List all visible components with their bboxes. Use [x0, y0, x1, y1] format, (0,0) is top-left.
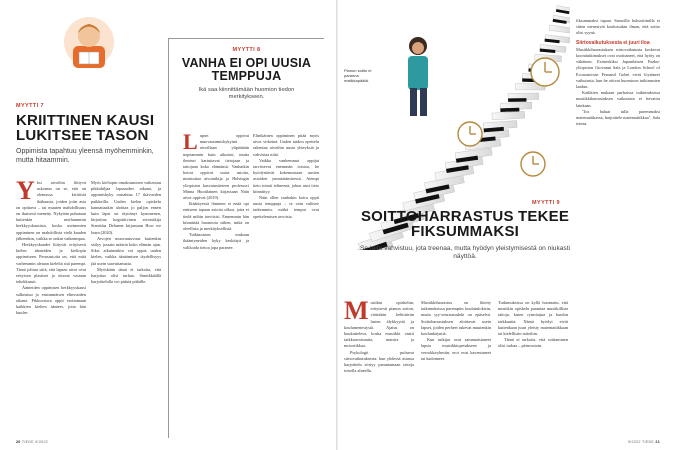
- paragraph: Näin ollen vanhakin koira oppii uusia temppuja – se vain valitsee tarkemmin, mitkä temput ovat opettelemisen arvoisia.: [253, 195, 319, 219]
- paragraph: fiksummaksi tapaat. Samoilla hoksottimilla ei sitten menestytä koulussakin ilman, että soitto olisi syynä.: [576, 18, 660, 36]
- paragraph: Myöskään tämä ei tarkoita, että harjoitus olisi turhaa. Sinnikkäällä harjoittelulla voi päästä pitkälle.: [91, 266, 161, 285]
- paragraph: Tutkimuksissa on kyllä huomattu, että musiikin opiskelu parantaa musiikillisia taitoja, kuten rytmitajua ja kuulon tarkkuutta. Nämä hyödyt eivät kuitenkaan juuri yleisty matematiikkaan tai kielellisiin taitoihin.: [498, 300, 568, 337]
- myth-8-dropcap: L: [183, 129, 198, 154]
- paragraph: Kaikkien mukaan parhaissa tutkimuksissa musiikkiharrastuksen vaikutusta ei havaittu lainkaan.: [576, 90, 660, 108]
- paragraph: apset oppivat muovautumiskykyinä aivoillaan ylipäätään nopeammin kuin aikuiset, mutta ihmiset kartuttavat tietojaan ja taitojaan koko elämänsä. Vanhatkin koirat oppivat uusia asioita, muistuttaa aivotutkija ja Helsingin yliopiston kasvatustieteen professori Minna Huotilainen kirjassaan Näin aivot oppivat (2019).: [183, 133, 249, 201]
- myth-8-headline: VANHA EI OPI UUSIA TEMPPUJA: [181, 56, 312, 83]
- myth-9-dropcap: M: [344, 296, 369, 325]
- right-magazine-name: TIEDE: [641, 440, 655, 444]
- paragraph: Elinikäinen oppiminen pitää myös aivot virkeinä. Uuden taidon opettelu rakentaa aivoihin uusia yhteyksiä ja vahvistaa niitä.: [253, 133, 319, 157]
- myth-8-kicker: MYYTTI 8: [232, 47, 261, 53]
- myth-9-headline: SOITTOHARRASTUS TEKEE FIKSUMMAKSI: [360, 208, 570, 240]
- right-issue: 9/2022: [627, 440, 641, 444]
- paragraph: Musiikkiharrastuksen siirtovaikutusta koskevat koonttutkimukset ovat osoittaneet, että hyöty on vähäinen. Esimerkiksi Japanilaisen Fuzhu-yliopiston Giovanni Sala ja London School of Economicsin Fernand Gobet eivät löytäneet vaikutusta, kun he ottivat huomioon tutkimusten laadun.: [576, 46, 660, 90]
- child-portrait-image: [63, 14, 115, 70]
- myth-7-kicker: MYYTTI 7: [16, 103, 44, 109]
- side-subheading: Siirtovaikutuksesta ei juuri iloa: [576, 39, 650, 46]
- paragraph: "Jos haluat tulla paremmaksi matematiikassa, harjoittele matematiikkaa", Sala toteaa.: [576, 108, 660, 127]
- paragraph: Tämä ei tarkoita, että soittaminen olisi turhaa – päinvastoin.: [498, 337, 568, 349]
- myth-9-lede: Se taito vahvistuu, jota treenaa, mutta hyödyn yleistymisestä on niukasti näyttöä.: [360, 245, 571, 261]
- myth-9-kicker: MYYTTI 9: [532, 200, 560, 206]
- paragraph: Herkkyyskaudet liittyvät erityisesti kielen äänteiden ja kieliopin oppimiseen. Perusasioita on, että mitä varhemmin aletaan kieleltä sitä parempi. Tämä johtuu siitä, että lapsen aivot ovat erityisen plastiset ja ottavat vastaan tehokkaasti.: [16, 242, 86, 285]
- left-issue: 9/2022: [35, 440, 49, 444]
- myth-9-column-2: [421, 300, 491, 362]
- paragraph: usiikin opiskelun, erityisesti pianon soiton, väitetään kehittävän lasten älykkyyttä ja koulumenestystä. Ajatus on houkutteleva, koska musiikki vaatii tarkkaavaisuutta, muistia ja motoriikkaa.: [344, 300, 414, 349]
- myth-7-headline: KRIITTINEN KAUSI LUKITSEE TASON: [16, 112, 155, 144]
- paragraph: Kun tutkijat ovat satunnaistaneet lapsia musiikkiopetukseen ja verrokkiryhmiin, erot ovat kaventuneet tai kadonneet.: [421, 337, 491, 361]
- article-myth-7-illustration: [16, 14, 161, 76]
- myth-7-column-1: [16, 176, 86, 316]
- paragraph: Ikääntyessä ihminen ei enää opi entiseen tapaan asioita ulkoa, joita ei tiedä mihin tarvitsisi. Ennemmin hän kiinnittää huomiota siihen, mikä on oleellista ja merkityksellistä.: [183, 201, 249, 232]
- myth-7-dropcap: Y: [16, 176, 35, 205]
- myth-9-column-1: [344, 296, 414, 374]
- paragraph: Myös kieliopin omaksuminen vaikeutuu pikkuhiljaa lapsuuden aikana, ja oppimiskyky romahtaa 17 ikävuoden paikkeilla. Uuden kielen opiskelu kannattaakin aloittaa jo paljon ennen kuin lapsi on täyttänyt kymmenen, kirjoittaa kognitiivinen aivotutkija Stanislas Dehaene kirjassaan How we learn (2020).: [91, 180, 161, 235]
- person-figure-image: [408, 37, 428, 116]
- photo-caption: Pianon soitto ei paranna matikkapäätä.: [344, 68, 372, 83]
- clock-icon: [531, 58, 559, 86]
- myth-9-side-column: [576, 18, 660, 127]
- clock-icon: [458, 122, 482, 146]
- article-myth-7-header: [16, 103, 161, 166]
- page-gutter: [336, 0, 338, 450]
- right-page-number: 21: [655, 440, 660, 444]
- myth-8-lede: Ikä saa kiinnittämään huomion tiedon merkitykseen.: [198, 87, 295, 101]
- paragraph: Tutkimusten mukaan ikääntyneiden kyky keskittyä ja valikoida tietoa jopa paranee.: [183, 232, 249, 250]
- paragraph: Musiikkiharrastus on liitetty tutkimuksissa parempiin koulutuloksiin, mutta syy-seuraussuhde on epäselvä. Soittoharrastuksen aloittavat usein lapset, joiden perheet tukevat muutenkin koulunkäyntiä.: [421, 300, 491, 337]
- myth-8-column-1: [183, 129, 249, 251]
- myth-9-column-3: [498, 300, 568, 350]
- article-myth-9-header: [360, 200, 570, 261]
- article-myth-8-header: [169, 39, 324, 101]
- clock-icon: [521, 152, 545, 176]
- right-page-footer: [628, 440, 660, 444]
- paragraph: ksi aivoihin liittyvä uskomus on se, että on olemassa kriittisiä ikäkausia, joiden jotin asia on opittava – tai muuten mahdollisuus on ikuisesti menetty. Nykyään puhutaan kuitenkin mieluummin herkkyyskausista, koska useimmien oppiminen on mahdollista vielä kauden jälkeenkin, vaikka se onkin vaikeampaa.: [16, 180, 86, 241]
- left-magazine-name: TIEDE: [21, 440, 34, 444]
- paragraph: Vaikka vanhemmat oppijat tarvitsevat enemmän toistoa, he hyödyntävät kokemustaan uusien asioiden ymmärtämisessä. Aiempi tieto toimii telineenä, johon uusi tieto kiinnittyy.: [253, 157, 319, 194]
- myth-7-lede: Oppimista tapahtuu yleensä myöhemminkin, mutta hitaammin.: [16, 148, 154, 164]
- paragraph: Aivojen muovautuvuus kuitenkin säilyy jossain määrin koko elämän ajan. Siksi aikuinenkin voi oppia uuden kielen, vaikka ääntämisen täydellisyys jää usein saavuttamatta.: [91, 235, 161, 266]
- myth-7-column-2: [91, 180, 161, 285]
- left-page-number: 20: [16, 440, 21, 444]
- paragraph: Psykologit puhuvat siirtovaikutuksesta: kun yhdessä asiassa harjoittelu siirtyy parantamaan taitoja toisella alueella.: [344, 349, 414, 374]
- myth-8-column-2: [253, 133, 319, 220]
- paragraph: Äänteiden oppimisen herkkyyskausi sulkeutuu jo ensimmäisen elinvuoden aikana. Pikkuvauva oppii erottamaan kaikkien kielten äänteet, joita hän kuulee.: [16, 285, 86, 316]
- article-myth-8-box: [168, 38, 324, 438]
- left-page-footer: [16, 440, 48, 444]
